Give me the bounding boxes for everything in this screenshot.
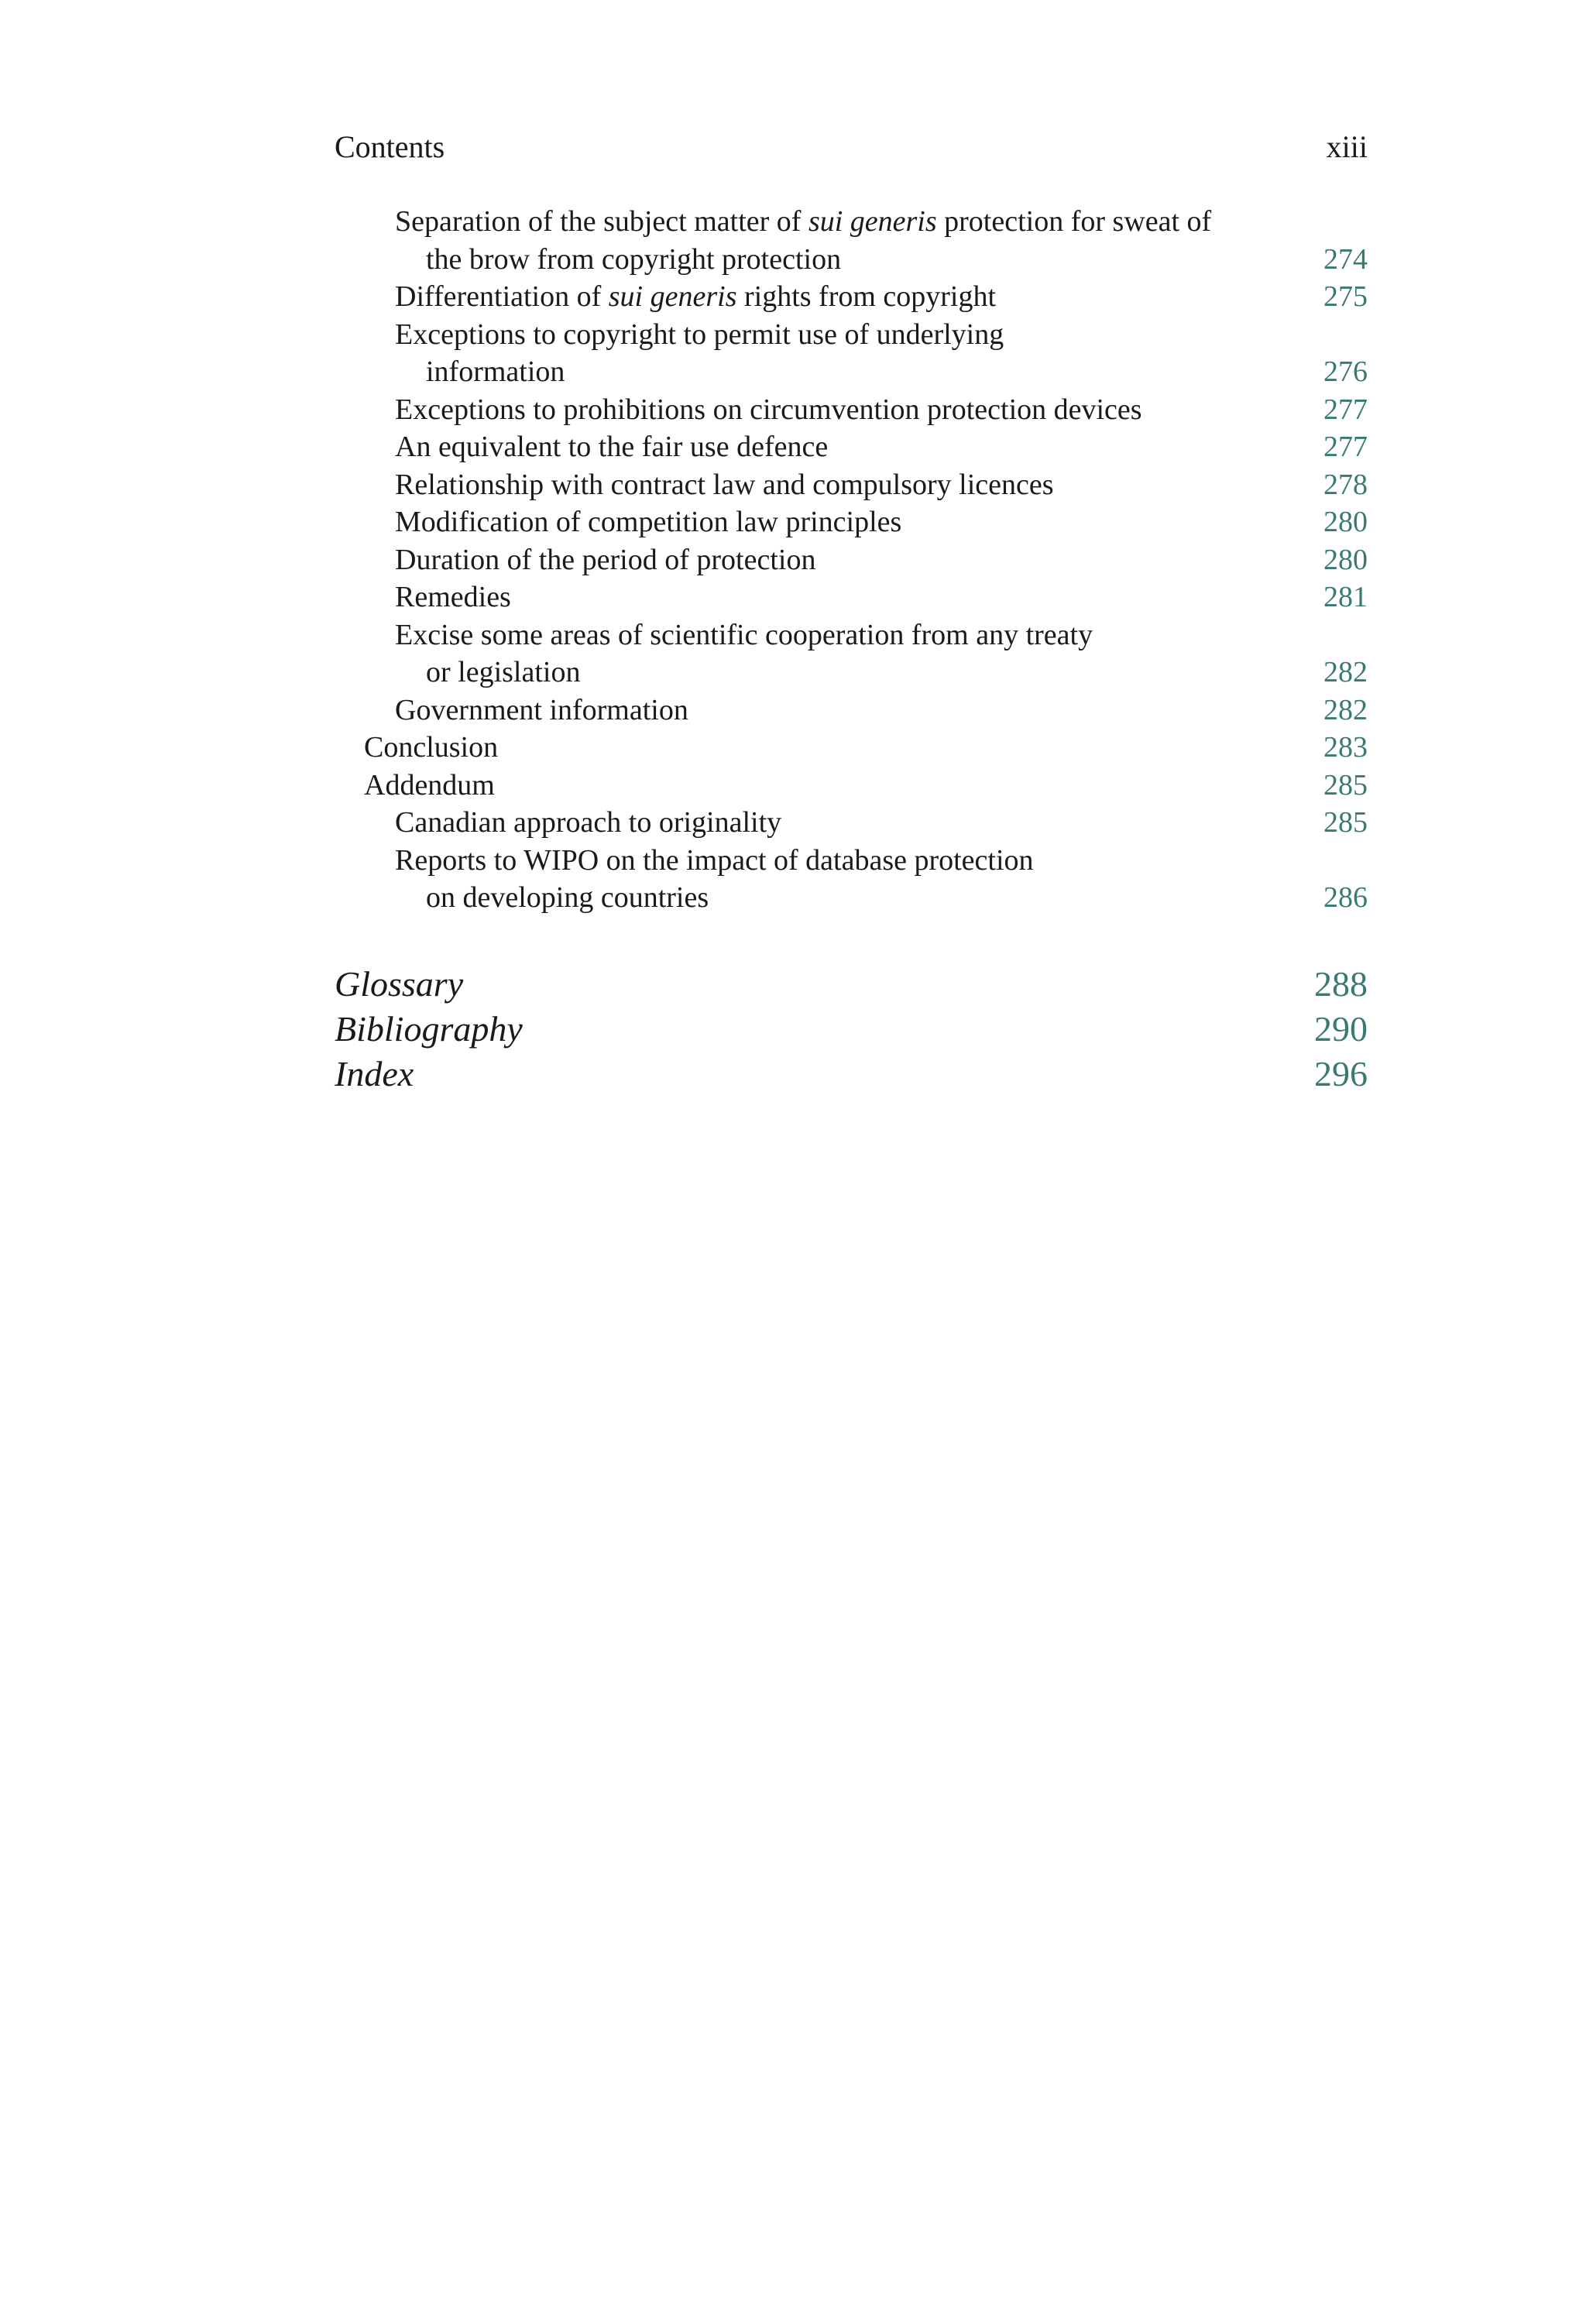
toc-page-number: 278 — [1323, 468, 1368, 501]
toc-entry[interactable] — [335, 316, 1368, 391]
toc-page-number: 277 — [1323, 393, 1368, 426]
toc-entry-title — [395, 804, 1368, 842]
toc-entry-title-line — [395, 804, 1368, 842]
title-segment: or legislation — [426, 656, 581, 688]
title-segment: Addendum — [364, 768, 495, 802]
book-page — [335, 0, 1368, 2324]
back-matter-entry-bibliography[interactable] — [335, 1007, 1368, 1052]
toc-entry-title-line — [395, 428, 1368, 466]
toc-page-number: 274 — [1323, 242, 1368, 276]
toc-entry-title — [395, 503, 1368, 541]
toc-entry[interactable] — [335, 203, 1368, 278]
back-matter-entry-glossary[interactable] — [335, 962, 1368, 1007]
table-of-contents — [335, 203, 1368, 917]
toc-entry[interactable] — [335, 729, 1368, 767]
toc-entry[interactable] — [335, 578, 1368, 616]
toc-entry-title-line — [395, 541, 1368, 579]
toc-entry[interactable] — [335, 616, 1368, 692]
title-segment: Separation of the subject matter of — [395, 205, 808, 238]
italic-term: sui generis — [808, 205, 937, 238]
toc-entry-title-line — [395, 578, 1368, 616]
toc-page-number: 285 — [1323, 806, 1368, 839]
toc-entry[interactable] — [335, 541, 1368, 579]
toc-page-number: 283 — [1323, 731, 1368, 764]
toc-entry-title-line — [395, 278, 1368, 316]
title-segment: rights from copyright — [736, 280, 997, 313]
toc-page-number: 285 — [1323, 768, 1368, 802]
toc-entry[interactable] — [335, 278, 1368, 316]
title-segment: Exceptions to prohibitions on circumvention protection devices — [395, 393, 1142, 426]
toc-entry-title-line — [395, 203, 1368, 241]
italic-term: sui generis — [608, 280, 737, 313]
title-segment: Differentiation of — [395, 280, 609, 313]
toc-entry-title-continuation — [395, 879, 1368, 917]
toc-entry[interactable] — [335, 804, 1368, 842]
toc-entry-title — [395, 541, 1368, 579]
toc-entry-title-line — [395, 316, 1368, 354]
toc-entry-title-continuation — [395, 353, 1368, 391]
toc-entry-title — [395, 692, 1368, 729]
back-matter-label: Glossary — [335, 964, 464, 1004]
toc-entry[interactable] — [335, 767, 1368, 805]
title-segment: Canadian approach to originality — [395, 806, 782, 839]
title-segment: Reports to WIPO on the impact of database protection — [395, 843, 1034, 877]
title-segment: the brow from copyright protection — [426, 242, 842, 276]
title-segment: Conclusion — [364, 731, 499, 764]
toc-entry-title — [364, 729, 1368, 767]
toc-page-number: 277 — [1323, 431, 1368, 463]
toc-page-number: 280 — [1323, 506, 1368, 538]
toc-entry[interactable] — [335, 503, 1368, 541]
title-segment: Remedies — [395, 581, 511, 613]
toc-entry[interactable] — [335, 428, 1368, 466]
title-segment: Excise some areas of scientific cooperation from any treaty — [395, 618, 1093, 651]
toc-entry-title — [395, 316, 1368, 391]
title-segment: Government information — [395, 693, 688, 726]
back-matter-page-number: 290 — [1314, 1009, 1368, 1049]
title-segment: on developing countries — [426, 881, 709, 914]
toc-entry-title — [395, 616, 1368, 692]
title-segment: protection for sweat of — [936, 205, 1212, 238]
title-segment: information — [426, 355, 565, 388]
back-matter-label: Bibliography — [335, 1009, 523, 1049]
toc-entry-title — [395, 203, 1368, 278]
toc-entry-title-line — [395, 466, 1368, 504]
toc-page-number: 275 — [1323, 280, 1368, 313]
toc-entry-title-line — [395, 842, 1368, 880]
back-matter-page-number: 288 — [1314, 964, 1368, 1004]
toc-entry-title — [395, 278, 1368, 316]
title-segment: Relationship with contract law and compulsory licences — [395, 468, 1054, 501]
running-head — [335, 124, 1368, 170]
toc-entry[interactable] — [335, 466, 1368, 504]
toc-entry-title — [395, 391, 1368, 429]
toc-entry-title-line — [364, 767, 1368, 805]
back-matter-page-number: 296 — [1314, 1054, 1368, 1093]
toc-entry-title — [395, 466, 1368, 504]
back-matter-entry-index[interactable] — [335, 1052, 1368, 1097]
toc-entry-title-line — [395, 503, 1368, 541]
toc-entry-title — [395, 428, 1368, 466]
toc-entry-title-line — [395, 616, 1368, 654]
toc-page-number: 280 — [1323, 543, 1368, 576]
toc-entry-title-continuation — [395, 654, 1368, 692]
running-head-title: Contents — [335, 129, 445, 164]
toc-entry-title-line — [395, 692, 1368, 729]
toc-entry-title — [395, 578, 1368, 616]
title-segment: An equivalent to the fair use defence — [395, 431, 829, 463]
toc-page-number: 286 — [1323, 881, 1368, 914]
back-matter-list — [335, 962, 1368, 1097]
toc-entry-title — [364, 767, 1368, 805]
toc-entry-title-line — [395, 391, 1368, 429]
toc-page-number: 281 — [1323, 581, 1368, 613]
toc-entry-title-line — [364, 729, 1368, 767]
toc-page-number: 282 — [1323, 656, 1368, 688]
toc-entry[interactable] — [335, 391, 1368, 429]
toc-page-number: 282 — [1323, 693, 1368, 726]
title-segment: Duration of the period of protection — [395, 543, 816, 576]
toc-entry[interactable] — [335, 842, 1368, 917]
toc-entry-title-continuation — [395, 241, 1368, 279]
title-segment: Exceptions to copyright to permit use of underlying — [395, 318, 1004, 351]
running-head-folio: xiii — [1326, 129, 1368, 164]
toc-entry-title — [395, 842, 1368, 917]
toc-page-number: 276 — [1323, 355, 1368, 388]
title-segment: Modification of competition law principles — [395, 506, 902, 538]
toc-entry[interactable] — [335, 692, 1368, 729]
back-matter-label: Index — [335, 1054, 414, 1093]
